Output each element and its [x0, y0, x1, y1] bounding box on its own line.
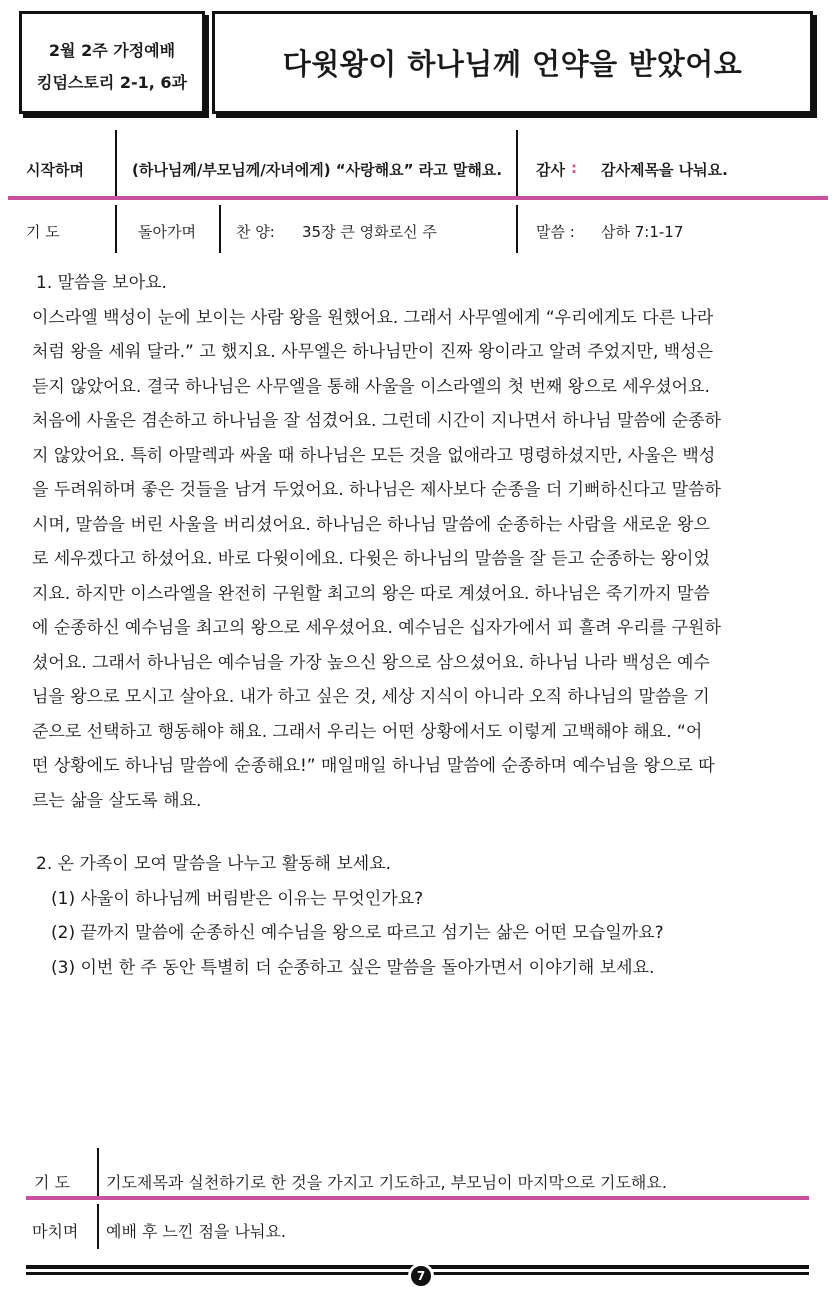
paragraph-line: 준으로 선택하고 행동해야 해요. 그래서 우리는 어떤 상황에서도 이렇게 고백해야 해요. “어	[32, 721, 703, 742]
paragraph-line: 처럼 왕을 세워 달라.” 고 했지요. 사무엘은 하나님만이 진짜 왕이라고 알려 주었지만, 백성은	[32, 342, 714, 362]
table-divider	[115, 205, 117, 253]
hymn-label: 찬 양:	[236, 223, 275, 241]
subtitle-box	[19, 11, 205, 114]
paragraph-line: 지 않았어요. 특히 아말렉과 싸울 때 하나님은 모든 것을 없애라고 명령하셨지만, 사울은 백성	[32, 445, 716, 466]
opening-label: 시작하며	[26, 161, 84, 179]
table-divider	[115, 130, 117, 200]
table-divider	[219, 205, 221, 253]
paragraph-line: 르는 삶을 살도록 해요.	[32, 790, 202, 811]
paragraph-line: 을 두려워하며 좋은 것들을 남겨 두었어요. 하나님은 제사보다 순종을 더 기뻐하신다고 말씀하	[32, 480, 721, 500]
paragraph-line: 듣지 않았어요. 결국 하나님은 사무엘을 통해 사울을 이스라엘의 첫 번째 왕으로 세우셨어요.	[32, 376, 710, 397]
prayer-content: 돌아가며	[138, 223, 196, 241]
thanks-content: 감사제목을 나눠요.	[601, 161, 728, 179]
page-title: 다윗왕이 하나님께 언약을 받았어요	[282, 47, 743, 81]
question-item: (1) 사울이 하나님께 버림받은 이유는 무엇인가요?	[51, 888, 424, 909]
pink-divider	[8, 196, 828, 200]
closing-prayer-label: 기 도	[34, 1173, 70, 1192]
paragraph-line: 지요. 하지만 이스라엘을 완전히 구원할 최고의 왕은 따로 계셨어요. 하나님은 죽기까지 말씀	[32, 583, 710, 604]
section2-heading: 2. 온 가족이 모여 말씀을 나누고 활동해 보세요.	[36, 854, 392, 874]
section1-heading: 1. 말씀을 보아요.	[36, 273, 167, 293]
table-divider	[516, 205, 518, 253]
closing-divider	[97, 1204, 99, 1249]
ending-text: 예배 후 느낀 점을 나눠요.	[106, 1222, 286, 1241]
ending-label: 마치며	[32, 1222, 79, 1241]
word-label: 말씀 :	[536, 223, 575, 241]
paragraph-line: 시며, 말씀을 버린 사울을 버리셨어요. 하나님은 하나님 말씀에 순종하는 사람을 새로운 왕으	[32, 514, 710, 535]
paragraph-line: 로 세우겠다고 하셨어요. 바로 다윗이에요. 다윗은 하나님의 말씀을 잘 듣고 순종하는 왕이었	[32, 549, 710, 569]
thanks-colon: :	[571, 159, 577, 177]
pink-divider	[26, 1196, 809, 1200]
closing-divider	[97, 1148, 99, 1200]
paragraph-line: 님을 왕으로 모시고 살아요. 내가 하고 싶은 것, 세상 지식이 아니라 오직 하나님의 말씀을 기	[32, 687, 710, 707]
service-week-label: 2월 2주 가정예배	[48, 41, 176, 60]
opening-content: (하나님께/부모님께/자녀에게) “사랑해요” 라고 말해요.	[132, 161, 503, 179]
page-number: 7	[408, 1263, 434, 1289]
question-item: (2) 끝까지 말씀에 순종하신 예수님을 왕으로 따르고 섬기는 삶은 어떤 모습일까요?	[51, 923, 664, 943]
paragraph-line: 셨어요. 그래서 하나님은 예수님을 가장 높으신 왕으로 삼으셨어요. 하나님 나라 백성은 예수	[32, 652, 710, 673]
hymn-content: 35장 큰 영화로신 주	[302, 223, 437, 241]
thanks-label: 감사	[536, 161, 565, 179]
main-content	[32, 266, 798, 985]
prayer-label: 기 도	[26, 223, 60, 241]
closing-prayer-text: 기도제목과 실천하기로 한 것을 가지고 기도하고, 부모님이 마지막으로 기도해요.	[106, 1173, 667, 1192]
paragraph-line: 에 순종하신 예수님을 최고의 왕으로 세우셨어요. 예수님은 십자가에서 피 흘려 우리를 구원하	[32, 618, 721, 638]
title-box	[212, 11, 813, 114]
paragraph-line: 처음에 사울은 겸손하고 하나님을 잘 섬겼어요. 그런데 시간이 지나면서 하나님 말씀에 순종하	[32, 411, 721, 431]
paragraph-line: 떤 상황에도 하나님 말씀에 순종해요!” 매일매일 하나님 말씀에 순종하며 예수님을 왕으로 따	[32, 756, 715, 776]
question-item: (3) 이번 한 주 동안 특별히 더 순종하고 싶은 말씀을 돌아가면서 이야기해 보세요.	[51, 957, 655, 978]
lesson-label: 킹덤스토리 2-1, 6과	[37, 73, 187, 92]
table-divider	[516, 130, 518, 200]
word-content: 삼하 7:1-17	[601, 223, 684, 241]
paragraph-line: 이스라엘 백성이 눈에 보이는 사람 왕을 원했어요. 그래서 사무엘에게 “우리에게도 다른 나라	[32, 307, 714, 328]
